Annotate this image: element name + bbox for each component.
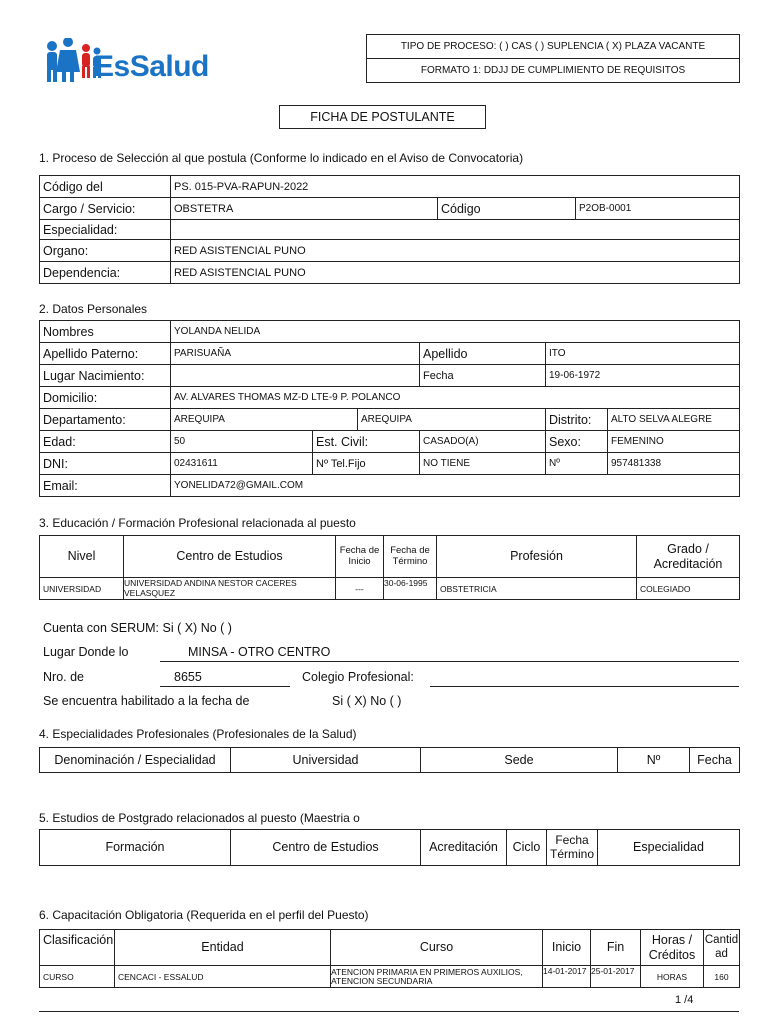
- s5-header-formacion: Formación: [40, 830, 231, 866]
- domicilio-value: AV. ALVARES THOMAS MZ-D LTE-9 P. POLANCO: [171, 387, 740, 409]
- s6-inicio: 14-01-2017: [543, 966, 591, 988]
- page-title-box: [279, 105, 486, 129]
- colegio-label: Colegio Profesional:: [302, 670, 414, 684]
- serum-line: Cuenta con SERUM: Si ( X) No ( ): [43, 621, 232, 635]
- departamento-value: AREQUIPA: [171, 409, 358, 431]
- tipo-proceso: TIPO DE PROCESO: ( ) CAS ( ) SUPLENCIA ( X) PLAZA VACANTE: [367, 35, 740, 59]
- lugar-label: Lugar Donde lo: [43, 645, 129, 659]
- email-value: YONELIDA72@GMAIL.COM: [171, 475, 740, 497]
- s3-header-nivel: Nivel: [40, 536, 124, 578]
- codigo-del-label: Código del: [40, 176, 171, 198]
- domicilio-label: Domicilio:: [40, 387, 171, 409]
- s6-header-curso: Curso: [331, 930, 543, 966]
- nombres-label: Nombres: [40, 321, 171, 343]
- dependencia-label: Dependencia:: [40, 262, 171, 284]
- s3-grado: COLEGIADO: [637, 578, 740, 600]
- departamento-label: Departamento:: [40, 409, 171, 431]
- codigo-value: P2OB-0001: [576, 198, 740, 220]
- s5-header-fecha-termino: Fecha Término: [547, 830, 598, 866]
- distrito-value: ALTO SELVA ALEGRE: [608, 409, 740, 431]
- email-label: Email:: [40, 475, 171, 497]
- nro-underline: [160, 686, 290, 687]
- edad-label: Edad:: [40, 431, 171, 453]
- section-3-heading: 3. Educación / Formación Profesional relacionada al puesto: [39, 516, 356, 530]
- dni-label: DNI:: [40, 453, 171, 475]
- s5-header-especialidad: Especialidad: [598, 830, 740, 866]
- section-6-table: [39, 929, 740, 988]
- est-civil-label: Est. Civil:: [313, 431, 420, 453]
- s6-fin: 25-01-2017: [591, 966, 641, 988]
- est-civil-value: CASADO(A): [420, 431, 546, 453]
- section-2-heading: 2. Datos Personales: [39, 302, 148, 316]
- s6-header-inicio: Inicio: [543, 930, 591, 966]
- apellido-label: Apellido: [420, 343, 546, 365]
- section-5-table: [39, 829, 740, 866]
- s6-header-clasificacion: Clasificación: [40, 930, 115, 966]
- habilitado-value: Si ( X) No ( ): [332, 694, 402, 708]
- provincia-value: AREQUIPA: [358, 409, 546, 431]
- organo-label: Organo:: [40, 240, 171, 262]
- cargo-label: Cargo / Servicio:: [40, 198, 171, 220]
- dni-value: 02431611: [171, 453, 313, 475]
- logo-text: EsSalud: [94, 50, 209, 83]
- lugar-value: MINSA - OTRO CENTRO: [188, 645, 331, 659]
- section-4-heading: 4. Especialidades Profesionales (Profesionales de la Salud): [39, 727, 357, 741]
- s6-entidad: CENCACI - ESSALUD: [115, 966, 331, 988]
- s6-header-cantidad: Cantidad: [704, 930, 740, 966]
- num-label: Nº: [546, 453, 608, 475]
- s5-header-acreditacion: Acreditación: [421, 830, 507, 866]
- nombres-value: YOLANDA NELIDA: [171, 321, 740, 343]
- especialidad-label: Especialidad:: [40, 220, 171, 240]
- section-6-heading: 6. Capacitación Obligatoria (Requerida en el perfil del Puesto): [39, 908, 369, 922]
- section-3-table: [39, 535, 740, 600]
- section-1-heading: 1. Proceso de Selección al que postula (Conforme lo indicado en el Aviso de Convocatoria): [39, 151, 524, 165]
- codigo-del-value: PS. 015-PVA-RAPUN-2022: [171, 176, 740, 198]
- especialidad-value: [171, 220, 740, 240]
- ap-paterno-label: Apellido Paterno:: [40, 343, 171, 365]
- s6-curso: ATENCION PRIMARIA EN PRIMEROS AUXILIOS, ATENCION SECUNDARIA: [331, 966, 543, 988]
- s5-header-centro: Centro de Estudios: [231, 830, 421, 866]
- fecha-label: Fecha: [420, 365, 546, 387]
- page-number: 1 /4: [675, 994, 694, 1006]
- essalud-logo: [42, 38, 232, 88]
- s4-header-universidad: Universidad: [231, 748, 421, 773]
- nro-label: Nro. de: [43, 670, 84, 684]
- tel-fijo-label: Nº Tel.Fijo: [313, 453, 420, 475]
- ap-paterno-value: PARISUAÑA: [171, 343, 420, 365]
- section-2-table: [39, 320, 740, 497]
- distrito-label: Distrito:: [546, 409, 608, 431]
- edad-value: 50: [171, 431, 313, 453]
- organo-value: RED ASISTENCIAL PUNO: [171, 240, 740, 262]
- page-title: FICHA DE POSTULANTE: [310, 110, 455, 124]
- s3-nivel: UNIVERSIDAD: [40, 578, 124, 600]
- s3-header-inicio: Fecha de Inicio: [336, 536, 384, 578]
- apellido-value: ITO: [546, 343, 740, 365]
- s3-header-termino: Fecha de Término: [384, 536, 437, 578]
- sexo-label: Sexo:: [546, 431, 608, 453]
- num-value: 957481338: [608, 453, 740, 475]
- s6-header-fin: Fin: [591, 930, 641, 966]
- s3-inicio: ---: [336, 578, 384, 600]
- lugar-underline: [160, 661, 739, 662]
- dependencia-value: RED ASISTENCIAL PUNO: [171, 262, 740, 284]
- s3-header-profesion: Profesión: [437, 536, 637, 578]
- s3-termino: 30-06-1995: [384, 578, 437, 600]
- fecha-value: 19-06-1972: [546, 365, 740, 387]
- colegio-underline: [430, 686, 739, 687]
- tel-fijo-value: NO TIENE: [420, 453, 546, 475]
- section-4-table: [39, 747, 740, 773]
- habilitado-label: Se encuentra habilitado a la fecha de: [43, 694, 250, 708]
- s6-horas: HORAS: [641, 966, 704, 988]
- s4-header-num: Nº: [618, 748, 690, 773]
- nro-value: 8655: [174, 670, 202, 684]
- s4-header-sede: Sede: [421, 748, 618, 773]
- lugar-nac-label: Lugar Nacimiento:: [40, 365, 171, 387]
- s6-header-horas: Horas / Créditos: [641, 930, 704, 966]
- s3-profesion: OBSTETRICIA: [437, 578, 637, 600]
- codigo-label: Código: [438, 198, 576, 220]
- s4-header-denominacion: Denominación / Especialidad: [40, 748, 231, 773]
- cargo-value: OBSTETRA: [171, 198, 438, 220]
- process-type-box: [366, 34, 740, 83]
- formato-label: FORMATO 1: DDJJ DE CUMPLIMIENTO DE REQUISITOS: [367, 59, 740, 83]
- s6-clasificacion: CURSO: [40, 966, 115, 988]
- section-1-table: [39, 175, 740, 284]
- section-5-heading: 5. Estudios de Postgrado relacionados al puesto (Maestria o: [39, 811, 360, 825]
- table-row: [40, 966, 740, 988]
- s5-header-ciclo: Ciclo: [507, 830, 547, 866]
- s3-header-centro: Centro de Estudios: [124, 536, 336, 578]
- table-row: [40, 578, 740, 600]
- lugar-nac-value: [171, 365, 420, 387]
- sexo-value: FEMENINO: [608, 431, 740, 453]
- s4-header-fecha: Fecha: [690, 748, 740, 773]
- s6-header-entidad: Entidad: [115, 930, 331, 966]
- s3-header-grado: Grado / Acreditación: [637, 536, 740, 578]
- s3-centro: UNIVERSIDAD ANDINA NESTOR CACERES VELASQUEZ: [124, 578, 336, 600]
- s6-cantidad: 160: [704, 966, 740, 988]
- footer-rule: [39, 1011, 739, 1012]
